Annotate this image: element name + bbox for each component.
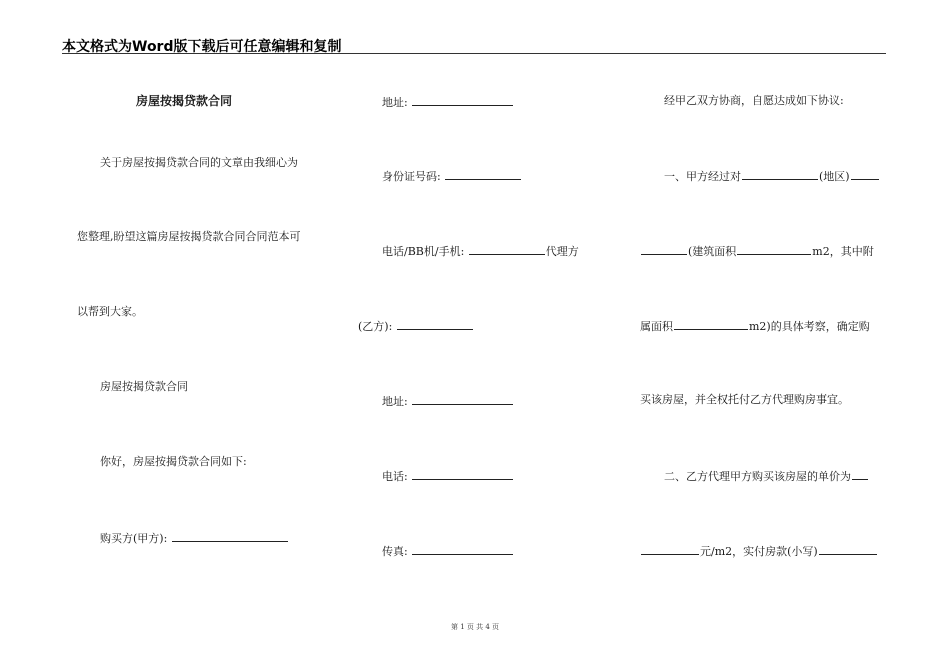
id-number-blank (445, 168, 521, 180)
amount-blank (819, 543, 877, 555)
unit-price-blank (852, 468, 868, 480)
fax-label: 传真: (382, 545, 408, 558)
clause-1-text-f: m2)的具体考察，确定购 (749, 320, 870, 333)
phone-blank (469, 243, 545, 255)
clause-2-line-2 (640, 543, 878, 559)
address2-label: 地址: (382, 395, 408, 408)
id-number-label: 身份证号码: (382, 170, 441, 183)
annex-area-blank (674, 318, 748, 330)
buyer-field (100, 530, 289, 546)
address2-field (382, 393, 514, 409)
party-b-label: (乙方): (358, 320, 393, 333)
address-label: 地址: (382, 96, 408, 109)
clause-1-text-e: 属面积 (640, 320, 673, 333)
document-title: 房屋按揭贷款合同 (136, 94, 233, 108)
clause-1-text-a: 一、甲方经过对 (664, 170, 741, 183)
region-tail-blank (851, 168, 879, 180)
intro-line-1: 关于房屋按揭贷款合同的文章由我细心为 (100, 156, 298, 169)
agent-label: 代理方 (545, 245, 579, 258)
buyer-blank (172, 530, 288, 542)
phone-field (382, 243, 579, 259)
address-field (382, 94, 514, 110)
tel-label: 电话: (382, 470, 408, 483)
tel-blank (412, 468, 513, 480)
party-b-blank (397, 318, 473, 330)
address-blank (412, 94, 513, 106)
intro-line-3: 以帮到大家。 (77, 305, 143, 318)
fax-field (382, 543, 514, 559)
tel-field (382, 468, 514, 484)
clause-2-text-a: 二、乙方代理甲方购买该房屋的单价为 (664, 470, 851, 483)
agreement-intro: 经甲乙双方协商，自愿达成如下协议: (664, 94, 844, 107)
lead-blank (641, 243, 687, 255)
floor-area-blank (737, 243, 811, 255)
header-divider (62, 53, 886, 54)
clause-2-text-b: 元/m2，实付房款(小写) (700, 545, 818, 558)
clause-1-line-1 (664, 168, 880, 184)
clause-1-text-b: (地区) (819, 170, 850, 183)
phone-label: 电话/BB机/手机: (382, 245, 465, 258)
page-footer: 第 1 页 共 4 页 (450, 623, 500, 631)
contract-subtitle: 房屋按揭贷款合同 (100, 380, 188, 393)
id-number-field (382, 168, 522, 184)
greeting-line: 你好，房屋按揭贷款合同如下: (100, 455, 247, 468)
clause-1-line-2 (640, 243, 874, 259)
intro-line-2: 您整理,盼望这篇房屋按揭贷款合同合同范本可 (77, 230, 301, 243)
fax-blank (412, 543, 513, 555)
party-b-field (358, 318, 474, 334)
clause-1-line-3 (640, 318, 870, 334)
clause-1-text-c: (建筑面积 (688, 245, 737, 258)
address2-blank (412, 393, 513, 405)
buyer-label: 购买方(甲方): (100, 532, 168, 545)
clause-2-line-1 (664, 468, 869, 484)
clause-1-line-4: 买该房屋，并全权托付乙方代理购房事宜。 (640, 393, 849, 406)
header-title: 本文格式为Word版下载后可任意编辑和复制 (62, 39, 342, 55)
clause-1-text-d: m2，其中附 (812, 245, 874, 258)
region-blank (742, 168, 818, 180)
price-blank (641, 543, 699, 555)
